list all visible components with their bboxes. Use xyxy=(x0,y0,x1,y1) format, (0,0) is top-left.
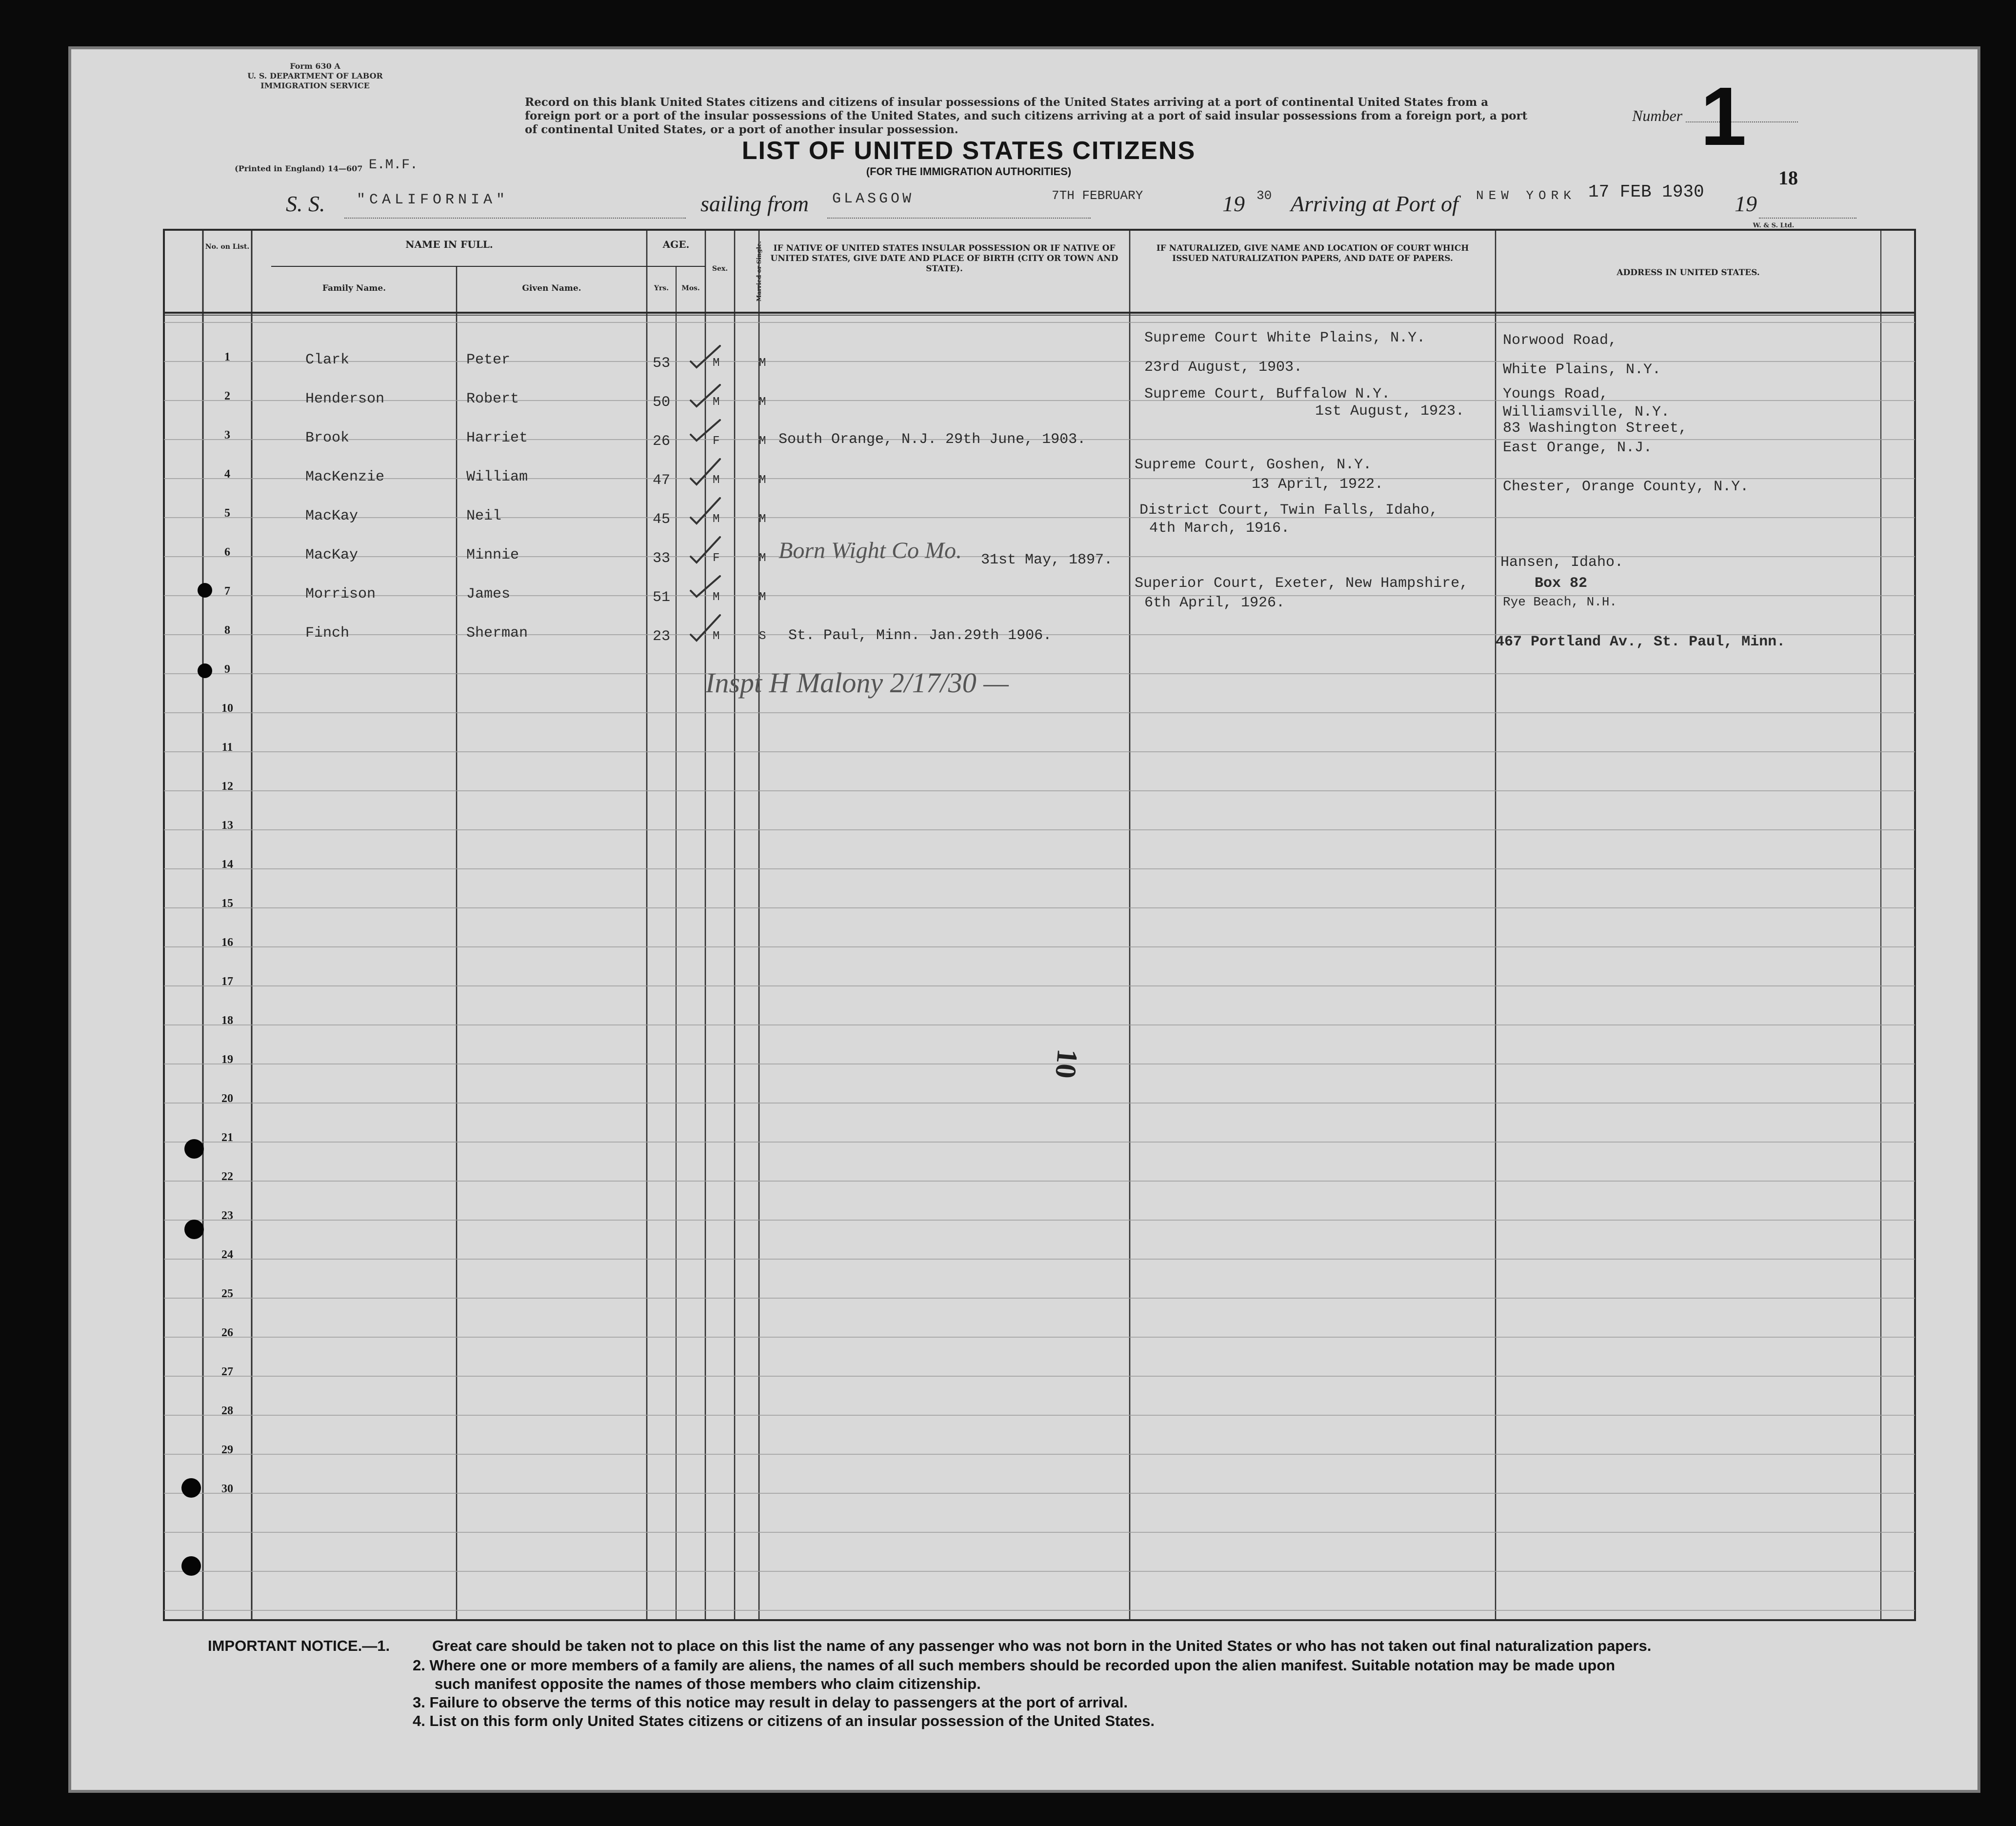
address-line-2: East Orange, N.J. xyxy=(1503,440,1653,456)
family-name: Henderson xyxy=(305,391,385,407)
age: 47 xyxy=(653,472,671,489)
header-family: Family Name. xyxy=(322,283,386,293)
sex: M xyxy=(713,474,720,487)
year-prefix-2: 19 xyxy=(1735,191,1757,216)
notice-2a: 2. Where one or more members of a family are aliens, the names of all such members should be recorded upon the alien manifest. Suitable notation may be made upon xyxy=(413,1657,1616,1674)
family-name: MacKay xyxy=(305,508,359,524)
row-number: 18 xyxy=(221,1014,233,1027)
address-line-1: 83 Washington Street, xyxy=(1503,420,1688,437)
naturalization-date: 6th April, 1926. xyxy=(1144,595,1285,611)
row-number: 22 xyxy=(221,1170,233,1183)
marital-status: M xyxy=(759,552,766,565)
row-number: 7 xyxy=(224,585,230,598)
age: 50 xyxy=(653,394,671,411)
given-name: Minnie xyxy=(466,547,519,563)
age: 33 xyxy=(653,550,671,567)
family-name: Finch xyxy=(305,625,350,642)
naturalization-court: Supreme Court, Goshen, N.Y. xyxy=(1135,457,1372,473)
row-number: 4 xyxy=(224,468,230,481)
header-mos: Mos. xyxy=(681,284,700,292)
instructions-line-2: foreign port or a port of the insular possessions of the United States, and such citizens arriving at a port of said insular possessions from a foreign port, a port xyxy=(525,109,1528,122)
row-number: 13 xyxy=(221,819,233,832)
row-number: 3 xyxy=(224,429,230,441)
family-name: Clark xyxy=(305,352,350,368)
sex: M xyxy=(713,513,720,526)
page-number: 18 xyxy=(1778,167,1798,189)
header-address: ADDRESS IN UNITED STATES. xyxy=(1617,268,1760,278)
marital-status: M xyxy=(759,591,766,604)
page-subtitle: (FOR THE IMMIGRATION AUTHORITIES) xyxy=(866,165,1072,178)
number-label: Number xyxy=(1632,107,1683,124)
row-number: 23 xyxy=(221,1209,233,1222)
given-name: Peter xyxy=(466,352,511,368)
row-number: 30 xyxy=(221,1483,233,1495)
age: 45 xyxy=(653,511,671,528)
binding-hole xyxy=(184,1220,204,1239)
address-line-1: Hansen, Idaho. xyxy=(1500,554,1624,571)
printer-mark: W. & S. Ltd. xyxy=(1753,222,1795,229)
handwritten-birthplace: Born Wight Co Mo. xyxy=(778,538,962,563)
department: U. S. DEPARTMENT OF LABOR xyxy=(247,71,383,80)
birth-place-date: 31st May, 1897. xyxy=(981,552,1113,568)
binding-hole xyxy=(184,1139,204,1159)
family-name: Morrison xyxy=(305,586,376,602)
form-number: Form 630 A xyxy=(290,61,340,71)
binding-hole xyxy=(181,1556,201,1576)
address-line-1: Norwood Road, xyxy=(1503,332,1617,349)
row-number: 1 xyxy=(224,351,230,363)
row-number: 15 xyxy=(221,897,233,910)
sex: F xyxy=(713,552,720,565)
naturalization-date: 1st August, 1923. xyxy=(1315,403,1465,420)
instructions-line-1: Record on this blank United States citizens and citizens of insular possessions of the United States arriving at a port of continental United States from a xyxy=(525,96,1489,109)
marital-status: M xyxy=(759,513,766,526)
row-number: 2 xyxy=(224,390,230,402)
header-married: Married or Single. xyxy=(756,241,762,301)
initials: E.M.F. xyxy=(369,158,418,173)
sailing-date: 7TH FEBRUARY xyxy=(1052,188,1143,203)
given-name: William xyxy=(466,469,528,485)
row-number: 28 xyxy=(221,1405,233,1417)
arrival-port: NEW YORK xyxy=(1476,188,1576,203)
header-naturalized: IF NATURALIZED, GIVE NAME AND LOCATION OF COURT WHICH ISSUED NATURALIZATION PAPERS, AND DATE OF PAPERS. xyxy=(1156,243,1469,263)
header-sex: Sex. xyxy=(712,265,728,273)
header-native: IF NATIVE OF UNITED STATES INSULAR POSSESSION OR IF NATIVE OF UNITED STATES, GIVE DATE AND PLACE OF BIRTH (CITY OR TOWN AND STATE). xyxy=(770,243,1118,274)
inspector-signature: Inspt H Malony 2/17/30 — xyxy=(705,667,1009,699)
row-number: 10 xyxy=(221,702,233,715)
row-number: 20 xyxy=(221,1092,233,1105)
row-number: 5 xyxy=(224,507,230,520)
address-line-1: Box 82 xyxy=(1535,575,1588,592)
header-yrs: Yrs. xyxy=(654,284,669,292)
instructions-line-3: of continental United States, or a port of another insular possession. xyxy=(525,123,958,136)
printed-note: (Printed in England) 14—607 xyxy=(235,164,363,173)
birth-place-date: St. Paul, Minn. Jan.29th 1906. xyxy=(788,627,1052,644)
row-number: 24 xyxy=(221,1248,233,1261)
family-name: MacKenzie xyxy=(305,469,385,485)
naturalization-date: 13 April, 1922. xyxy=(1252,476,1384,493)
sex: M xyxy=(713,396,720,409)
manifest-page xyxy=(68,46,1980,1793)
given-name: James xyxy=(466,586,511,602)
binding-hole xyxy=(181,1478,201,1498)
naturalization-date: 23rd August, 1903. xyxy=(1144,359,1303,376)
year-prefix: 19 xyxy=(1222,191,1245,216)
marital-status: M xyxy=(759,357,766,370)
arriving-label: Arriving at Port of xyxy=(1291,191,1458,216)
row-number: 16 xyxy=(221,936,233,949)
row-number: 27 xyxy=(221,1365,233,1378)
ss-label: S. S. xyxy=(286,191,325,216)
given-name: Neil xyxy=(466,508,502,524)
address-line-1: Chester, Orange County, N.Y. xyxy=(1503,479,1749,495)
ship-name: "CALIFORNIA" xyxy=(357,192,509,208)
birth-place-date: South Orange, N.J. 29th June, 1903. xyxy=(778,431,1086,448)
marital-status: M xyxy=(759,435,766,448)
row-number: 11 xyxy=(221,741,233,754)
sailing-label: sailing from xyxy=(700,191,809,216)
naturalization-court: Superior Court, Exeter, New Hampshire, xyxy=(1135,575,1469,592)
check-marks xyxy=(686,337,744,688)
row-number: 21 xyxy=(221,1131,233,1144)
naturalization-court: District Court, Twin Falls, Idaho, xyxy=(1139,502,1438,519)
handwritten-ten: 10 xyxy=(1049,1047,1084,1080)
family-name: Brook xyxy=(305,430,350,446)
address-line-2: White Plains, N.Y. xyxy=(1503,361,1661,378)
row-number: 8 xyxy=(224,624,230,637)
notice-1: Great care should be taken not to place on this list the name of any passenger who was not born in the United States or who has not taken out final naturalization papers. xyxy=(432,1637,1652,1654)
header-name: NAME IN FULL. xyxy=(405,239,493,250)
row-number: 6 xyxy=(224,546,230,559)
row-number: 19 xyxy=(221,1053,233,1066)
given-name: Harriet xyxy=(466,430,528,446)
service: IMMIGRATION SERVICE xyxy=(260,81,370,90)
given-name: Robert xyxy=(466,391,519,407)
notice-2b: such manifest opposite the names of those members who claim citizenship. xyxy=(435,1675,981,1692)
address-line-1: 467 Portland Av., St. Paul, Minn. xyxy=(1496,634,1786,650)
marital-status: M xyxy=(759,474,766,487)
marital-status: M xyxy=(759,396,766,409)
naturalization-court: Supreme Court, Buffalow N.Y. xyxy=(1144,386,1391,402)
naturalization-court: Supreme Court White Plains, N.Y. xyxy=(1144,330,1426,346)
sex: F xyxy=(713,435,720,448)
row-number: 26 xyxy=(221,1326,233,1339)
arrival-stamp: 17 FEB 1930 xyxy=(1588,182,1704,202)
binding-hole xyxy=(198,663,212,678)
departure-port: GLASGOW xyxy=(832,191,915,207)
row-number: 14 xyxy=(221,858,233,871)
header-given: Given Name. xyxy=(522,283,581,293)
address-line-1: Youngs Road, xyxy=(1503,386,1609,402)
row-number: 29 xyxy=(221,1444,233,1456)
notice-3: 3. Failure to observe the terms of this notice may result in delay to passengers at the port of arrival. xyxy=(413,1694,1128,1711)
row-number: 25 xyxy=(221,1287,233,1300)
age: 51 xyxy=(653,589,671,606)
family-name: MacKay xyxy=(305,547,359,563)
notice-label: IMPORTANT NOTICE.—1. xyxy=(208,1637,390,1654)
header-age: AGE. xyxy=(662,239,690,250)
sex: M xyxy=(713,630,720,643)
address-line-2: Rye Beach, N.H. xyxy=(1503,595,1617,609)
naturalization-date: 4th March, 1916. xyxy=(1149,520,1290,537)
sailing-year: 30 xyxy=(1257,188,1272,203)
header-no: No. on List. xyxy=(205,243,250,251)
address-line-2: Williamsville, N.Y. xyxy=(1503,404,1670,421)
age: 23 xyxy=(653,628,671,645)
row-number: 9 xyxy=(224,663,230,676)
marital-status: S xyxy=(759,630,766,643)
row-number: 17 xyxy=(221,975,233,988)
table-grid xyxy=(71,49,1977,1790)
row-number: 12 xyxy=(221,780,233,793)
sex: M xyxy=(713,357,720,370)
given-name: Sherman xyxy=(466,625,528,642)
sex: M xyxy=(713,591,720,604)
page-title: LIST OF UNITED STATES CITIZENS xyxy=(741,137,1196,165)
binding-hole xyxy=(198,583,212,598)
age: 26 xyxy=(653,433,671,450)
age: 53 xyxy=(653,355,671,372)
list-number: 1 xyxy=(1700,70,1747,163)
notice-4: 4. List on this form only United States citizens or citizens of an insular possession of the United States. xyxy=(413,1712,1155,1729)
